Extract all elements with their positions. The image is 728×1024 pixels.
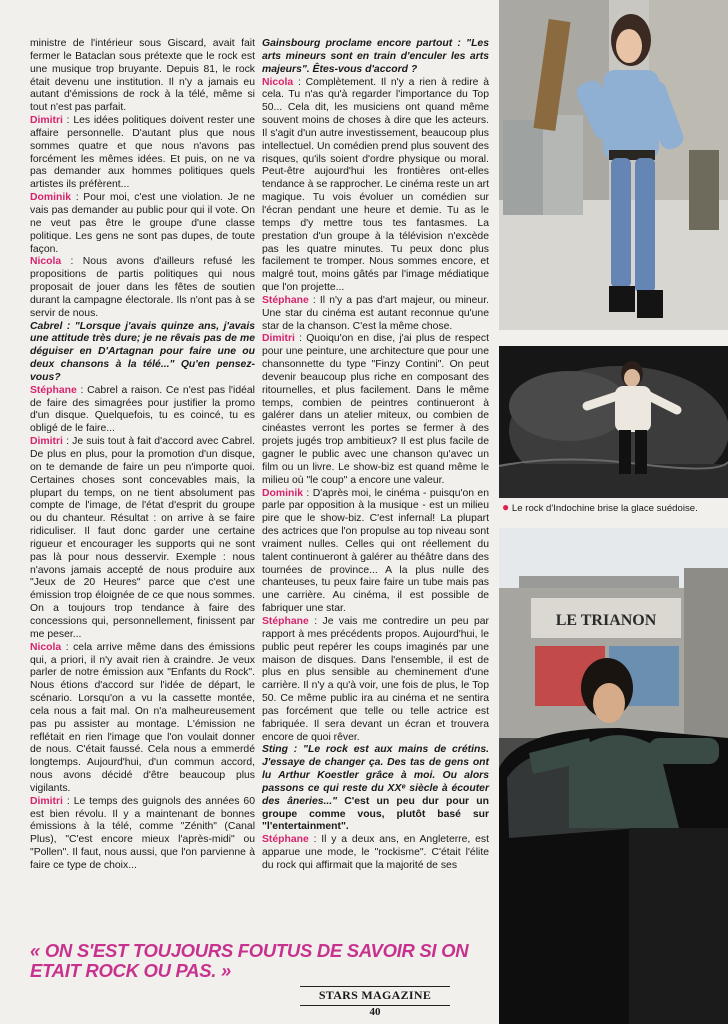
speaker-name: Dimitri <box>30 795 63 807</box>
paragraph-text: cela arrive même dans des émissions qui, a priori, il n'y avait rien à craindre. Je veux parler de notre émission aux "Enfants du Rock". Nous étions d'accord sur l'idée de départ, le scénario. Lorsqu'on a vu la cassette montée, cela nous a fait mal. On n'a malheureusement pas pu assister au montage. L'émission ne reflétait en rien l'image que l'on voulait donner de nous. C'était faussé. Cela nous a emmerdé longtemps. Aujourd'hui, d'un commun accord, nous avons décidé d'être beaucoup plus vigilants. <box>30 641 255 794</box>
question-text: Sting : "Le rock est aux mains de crétins. J'essaye de changer ça. Des tas de gens ont lu Arthur Koestler grâce à moi. Ou alors passons ce qui reste du XXᵉ siècle à écouter des âneries..." <box>262 744 489 807</box>
speaker-name: Stéphane <box>262 615 309 627</box>
interview-question <box>262 744 489 834</box>
interview-paragraph: Nicola : Nous avons d'ailleurs refusé les propositions de partis politiques qui nous proposait de jouer dans les fêtes de soutien durant la campagne électorale. Ils n'ont pas à se servir de nous. <box>30 256 255 319</box>
page-number: 40 <box>300 1005 450 1018</box>
caption-text: Le rock d'Indochine brise la glace suédoise. <box>511 503 698 514</box>
interview-paragraph: Dimitri : Je suis tout à fait d'accord avec Cabrel. De plus en plus, pour la promotion d'un disque, on te demande de faire un peu n'importe quoi. Certaines choses sont concevables mais, la plupart du temps, on ne tient absolument pas compte de l'image, de l'état d'esprit du groupe ou du chanteur. Résultat : on arrive à se faire ridiculiser. Il faut donc garder une certaine rigueur et encourager les supports qui ne sont pas là pour nous desservir. Exemple : nous n'avons jamais accepté de nous produire aux "Jeux de 20 Heures" parce que c'est une émission trop éloignée de ce que nous sommes. On a toujours trop tendance à faire des concessions qui, personnellement, finissent par me peser... <box>30 436 255 640</box>
paragraph-text: Les idées politiques doivent rester une affaire personnelle. D'autant plus que nous sommes quatre et que nous n'avons pas forcément les mêmes idées. Et puis, on ne va pas demander aux hommes politiques quels artistes ils préfèrent... <box>30 115 255 191</box>
photo-band-member-street <box>499 0 728 330</box>
paragraph-text: Cabrel a raison. Ce n'est pas l'idéal de faire des simagrées pour justifier la promo d'un disque. Quelquefois, tu es coincé, tu es obligé de le faire... <box>30 384 255 435</box>
caption-bullet-icon: ● <box>502 500 510 514</box>
interview-paragraph: Dimitri : Les idées politiques doivent rester une affaire personnelle. D'autant plus que nous sommes quatre et que nous n'avons pas forcément les mêmes idées. Et puis, on ne va pas demander aux hommes politiques quels artistes ils préfèrent... <box>30 115 255 191</box>
speaker-name: Dominik <box>30 192 71 204</box>
interview-paragraph: Stéphane : Cabrel a raison. Ce n'est pas l'idéal de faire des simagrées pour justifier la promo d'un disque. Quelquefois, tu es coincé, tu es obligé de le faire... <box>30 384 255 435</box>
speaker-name: Dimitri <box>30 436 63 448</box>
interview-paragraph: Dimitri : Quoiqu'on en dise, j'ai plus de respect pour une peinture, une architecture que pour une chansonnette du type "Finzy Contini". On peut devenir beaucoup plus riche en composant des ritournelles, et plus facilement. Dans le même temps, combien de peintres continueront à galérer dans un atelier miteux, ou combien de cinéastes verront les portes se fermer à des projets jugés trop ambitieux? Il est plus facile de gagner le public avec une chanson qu'avec un film ou un livre. Le show-biz est quand même le milieu où "le coup" a encore une valeur. <box>262 333 489 486</box>
trianon-sign: LE TRIANON <box>555 612 657 629</box>
paragraph-text: Le temps des guignols des années 60 est bien révolu. Il y a maintenant de bonnes émissions à la télé, comme "Zénith" (Canal Plus), "C'est encore mieux l'après-midi" ou "Pollen". Il faut, nous aussi, que l'on parvienne à faire ce type de choix... <box>30 795 255 871</box>
paragraph-text: Complètement. Il n'y a rien à redire à cela. Tu n'as qu'à regarder l'importance du Top 50... Cela dit, les musiciens ont quand même souvent moins de choses à dire que les acteurs. Il s'agit d'un autre investissement, beaucoup plus intellectuel. Un comédien prend plus souvent des risques, qu'ils soient d'ordre physique ou moral. Peut-être aujourd'hui les frontières ont-elles tendance à se rapprocher. Le cinéma reste un art magique. Tu vois évoluer un comédien sur l'écran pendant une heure et demie. Tu as le temps d'y mettre tous tes fantasmes. La prestation d'un groupe à la télévision n'excède pas les quatre minutes. Tu peux donc plus facilement te tromper. Nous sommes encore, et malgré tout, moins gâtés par l'image médiatique que l'on projette... <box>262 76 490 294</box>
interview-paragraph: Nicola : Complètement. Il n'y a rien à redire à cela. Tu n'as qu'à regarder l'importance du Top 50... Cela dit, les musiciens ont quand même souvent moins de choses à dire que les acteurs. Il s'agit d'un autre investissement, beaucoup plus intellectuel. Un comédien prend plus souvent des risques, qu'ils soient d'ordre physique ou moral. Peut-être aujourd'hui les frontières ont-elles tendance à se rapprocher. Le cinéma reste un art magique. Tu vois évoluer un comédien sur l'écran pendant une heure et demie. Tu as le temps d'y mettre tous tes fantasmes. La prestation d'un groupe à la télévision n'excède pas les quatre minutes. Tu peux donc plus facilement te tromper. Nous sommes encore, et malgré tout, moins gâtés par l'image médiatique que l'on projette... <box>262 76 490 294</box>
interview-paragraph: Stéphane : Il n'y a pas d'art majeur, ou mineur. Une star du cinéma est autant reconnue qu'une star de la chanson. C'est la même chose. <box>262 294 489 332</box>
question-tail: C'est un peu dur pour un groupe comme vous, plutôt basé sur "l'entertainment". <box>262 795 489 833</box>
question-text: Gainsbourg proclame encore partout : "Les arts mineurs sont en train d'enculer les arts majeurs". Êtes-vous d'accord ? <box>262 38 489 75</box>
speaker-name: Dimitri <box>30 115 63 127</box>
paragraph-text: ministre de l'intérieur sous Giscard, avait fait fermer le Bataclan sous prétexte que le rock est une musique trop bruyante. Depuis 81, le rock était devenu une institution. Il n'y a jamais eu autant d'émissions de rock à la télé, même si tout n'est pas parfait. <box>30 38 255 114</box>
paragraph-text: Je vais me contredire un peu par rapport à mes précédents propos. Aujourd'hui, le public peut repérer les coups imaginés par une maison de disques. Dans l'ensemble, il est de plus en plus sensible au cheminement d'une carrière. Il n'y a qu'à voir, une fois de plus, le Top 50. Ce même public ira au cinéma et ne sentira pas forcément que telle ou telle actrice est fabriquée. Il sera devant un écran et trouvera encore de quoi rêver. <box>262 615 489 743</box>
speaker-name: Stéphane <box>262 294 309 306</box>
paragraph-text: Nous avons d'ailleurs refusé les propositions de partis politiques qui nous proposait de jouer dans les fêtes de soutien durant la campagne électorale. Ils n'ont pas à se servir de nous. <box>30 256 255 319</box>
pull-quote: « ON S'EST TOUJOURS FOUTUS DE SAVOIR SI ON ETAIT ROCK OU PAS. » <box>30 940 469 981</box>
paragraph-text: Pour moi, c'est une violation. Je ne vais pas demander au public pour qui il vote. On ne veut pas être le groupe d'une classe politique. Les gens ne sont pas dupes, de toute façon. <box>30 192 255 255</box>
interview-paragraph <box>30 38 255 115</box>
photo-singer-car-trianon <box>499 528 728 1024</box>
interview-paragraph: Dominik : Pour moi, c'est une violation. Je ne vais pas demander au public pour qui il vote. On ne veut pas être le groupe d'une classe politique. Les gens ne sont pas dupes, de toute façon. <box>30 192 255 255</box>
magazine-name: STARS MAGAZINE <box>300 986 450 1003</box>
speaker-name: Nicola <box>262 76 294 88</box>
paragraph-text: Il y a deux ans, en Angleterre, est apparue une mode, le "rockisme". C'était l'élite du rock qui affirmait que la majorité de ses <box>262 834 489 871</box>
interview-paragraph: Nicola : cela arrive même dans des émissions qui, a priori, il n'y avait rien à craindre. Je veux parler de notre émission aux "Enfants du Rock". Nous étions d'accord sur l'idée de départ, le scénario. Lorsqu'on a vu la cassette montée, cela nous a fait mal. On n'a malheureusement pas pu assister au montage. L'émission ne reflétait en rien l'image que l'on voulait donner de nous. C'était faussé. Cela nous a emmerdé longtemps. Aujourd'hui, d'un commun accord, nous avons décidé d'être beaucoup plus vigilants. <box>30 641 255 794</box>
speaker-name: Nicola <box>30 256 62 268</box>
speaker-name: Dimitri <box>262 333 295 345</box>
speaker-name: Nicola <box>30 641 62 653</box>
speaker-name: Stéphane <box>262 834 309 846</box>
paragraph-text: Quoiqu'on en dise, j'ai plus de respect pour une peinture, une architecture que pour une chansonnette du type "Finzy Contini". On peut devenir beaucoup plus riche en composant des ritournelles, et plus facilement. Dans le même temps, combien de peintres continueront à galérer dans un atelier miteux, ou combien de cinéastes verront les portes se fermer à des projets jugés trop ambitieux? Il est plus facile de gagner le public avec une chanson qu'avec un film ou un livre. Le show-biz est quand même le milieu où "le coup" a encore une valeur. <box>262 333 489 486</box>
page-footer <box>300 986 450 1018</box>
speaker-name: Dominik <box>262 487 303 499</box>
interview-paragraph: Stéphane : Il y a deux ans, en Angleterre, est apparue une mode, le "rockisme". C'était l'élite du rock qui affirmait que la majorité de ses <box>262 834 489 871</box>
interview-question <box>30 321 255 385</box>
speaker-name: Stéphane <box>30 384 77 396</box>
photo-singer-on-ice <box>499 346 728 498</box>
paragraph-text: Je suis tout à fait d'accord avec Cabrel. De plus en plus, pour la promotion d'un disque, on te demande de faire un peu n'importe quoi. Certaines choses sont concevables mais, la plupart du temps, on ne tient absolument pas compte de l'image, de l'état d'esprit du groupe ou du chanteur. Résultat : on arrive à se faire ridiculiser. Il faut donc garder une certaine rigueur et encourager les supports qui ne sont pas là pour nous desservir. Exemple : nous n'avons jamais accepté de nous produire aux "Jeux de 20 Heures" parce que c'est une émission trop éloignée de ce que nous sommes. On a toujours trop tendance à faire des concessions qui, personnellement, finissent par me peser... <box>30 436 255 640</box>
paragraph-text: Il n'y a pas d'art majeur, ou mineur. Une star du cinéma est autant reconnue qu'une star de la chanson. C'est la même chose. <box>262 294 489 332</box>
interview-question <box>262 38 489 77</box>
question-text: Cabrel : "Lorsque j'avais quinze ans, j'avais une attitude très dure; je ne rêvais pas de me déguiser en D'Artagnan pour faire une ou deux chansons à la télé..." Qu'en pensez-vous? <box>30 320 255 383</box>
paragraph-text: D'après moi, le cinéma - puisqu'on en parle par opposition à la musique - est un milieu pire que le show-biz. C'est infernal! La plupart des actrices que l'on propulse au top niveau sont vraiment nulles. Celles qui ont réellement du talent continueront à galérer au théâtre dans des tournées de province... A la plus nulle des chanteuses, tu peux faire faire un tube mais pas une carrière. Au cinéma, il est possible de fabriquer une star. <box>262 487 489 615</box>
interview-paragraph: Dominik : D'après moi, le cinéma - puisqu'on en parle par opposition à la musique - est un milieu pire que le show-biz. C'est infernal! La plupart des actrices que l'on propulse au top niveau sont vraiment nulles. Celles qui ont réellement du talent continueront à galérer au théâtre dans des tournées de province... A la plus nulle des chanteuses, tu peux faire faire un tube mais pas une carrière. Au cinéma, il est possible de fabriquer une star. <box>262 487 489 615</box>
interview-paragraph: Stéphane : Je vais me contredire un peu par rapport à mes précédents propos. Aujourd'hui, le public peut repérer les coups imaginés par une maison de disques. Dans l'ensemble, il est de plus en plus sensible au cheminement d'une carrière. Il n'y a qu'à voir, une fois de plus, le Top 50. Ce même public ira au cinéma et ne sentira pas forcément que telle ou telle actrice est fabriquée. Il sera devant un écran et trouvera encore de quoi rêver. <box>262 615 489 743</box>
article-column-1 <box>30 38 255 873</box>
article-column-2 <box>262 38 489 873</box>
photo-caption <box>502 501 728 515</box>
interview-paragraph: Dimitri : Le temps des guignols des années 60 est bien révolu. Il y a maintenant de bonnes émissions à la télé, comme "Zénith" (Canal Plus), "C'est encore mieux l'après-midi" ou "Pollen". Il faut, nous aussi, que l'on parvienne à faire ce type de choix... <box>30 795 255 871</box>
